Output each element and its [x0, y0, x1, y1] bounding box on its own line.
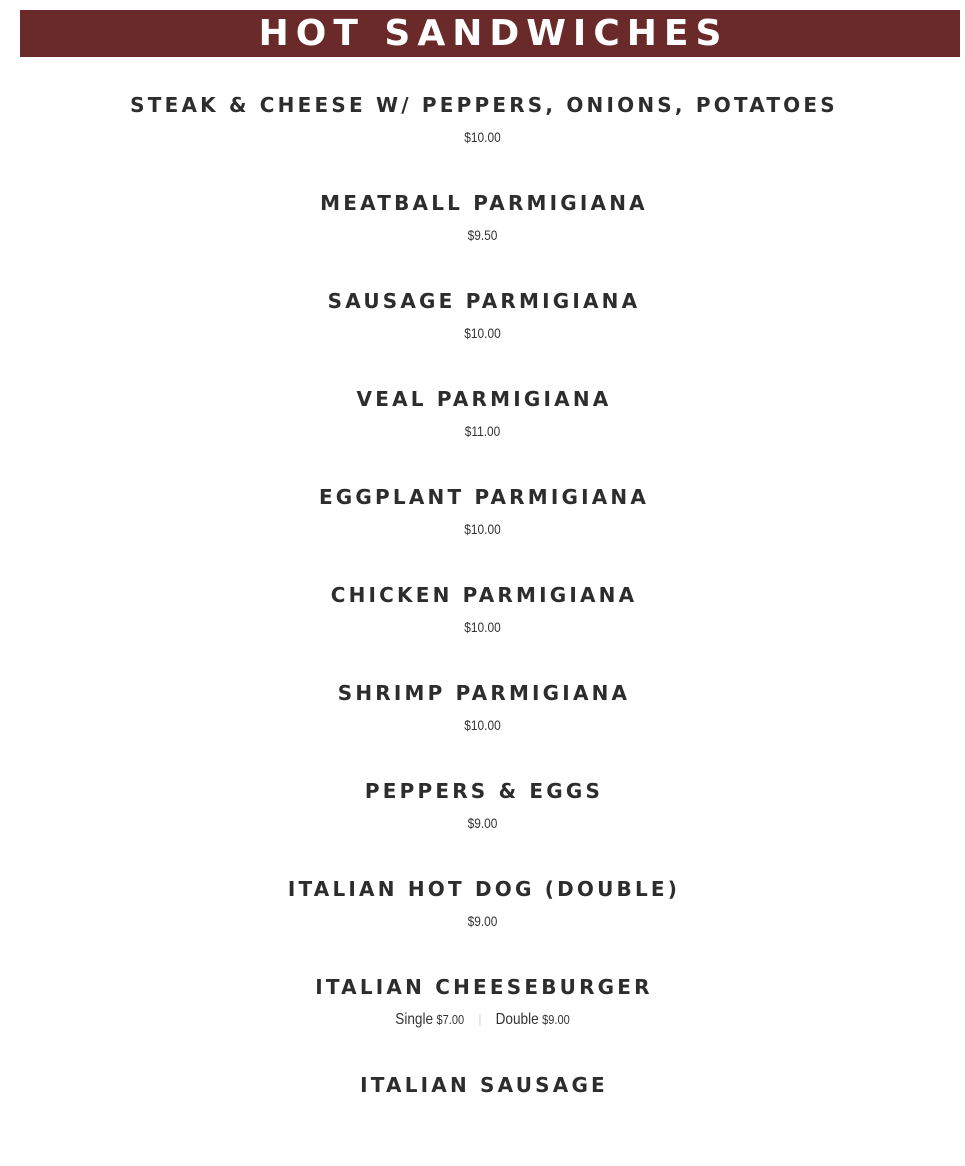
menu-item — [0, 970, 965, 1068]
item-name: SHRIMP PARMIGIANA — [337, 681, 631, 705]
item-name: ITALIAN SAUSAGE — [360, 1073, 608, 1097]
option-price-double: $9.00 — [542, 1012, 570, 1027]
item-price: $10.00 — [464, 521, 501, 537]
section-title: HOT SANDWICHES — [258, 12, 729, 54]
section-banner — [20, 10, 960, 57]
option-label-double: Double — [495, 1011, 539, 1028]
item-name: MEATBALL PARMIGIANA — [320, 191, 648, 215]
item-name: PEPPERS & EGGS — [364, 779, 604, 803]
option-divider — [479, 1014, 480, 1026]
item-price: $11.00 — [464, 423, 501, 439]
item-price: $9.00 — [467, 815, 498, 831]
item-price: $10.00 — [464, 619, 501, 635]
item-name: ITALIAN HOT DOG (DOUBLE) — [287, 877, 681, 901]
item-name: EGGPLANT PARMIGIANA — [318, 485, 650, 509]
item-price: $10.00 — [464, 129, 501, 145]
item-price: $9.00 — [467, 913, 498, 929]
option-price-single: $7.00 — [436, 1012, 465, 1027]
item-name: VEAL PARMIGIANA — [356, 387, 612, 411]
menu-item — [0, 480, 965, 578]
item-name: STEAK & CHEESE W/ PEPPERS, ONIONS, POTATOES — [130, 93, 838, 117]
menu-item — [0, 578, 965, 676]
item-price: $10.00 — [464, 325, 501, 341]
item-price: $9.50 — [467, 227, 498, 243]
menu-item — [0, 382, 965, 480]
menu-item — [0, 1068, 965, 1166]
menu-item — [0, 676, 965, 774]
item-options — [72, 1009, 892, 1030]
item-name: SAUSAGE PARMIGIANA — [327, 289, 641, 313]
item-price: $10.00 — [464, 717, 501, 733]
menu-item — [0, 186, 965, 284]
item-name: CHICKEN PARMIGIANA — [330, 583, 638, 607]
menu-item — [0, 774, 965, 872]
menu-item — [0, 284, 965, 382]
option-label-single: Single — [395, 1011, 434, 1028]
item-name: ITALIAN CHEESEBURGER — [315, 975, 653, 999]
menu-list — [0, 88, 965, 1166]
menu-item — [0, 88, 965, 186]
menu-item — [0, 872, 965, 970]
